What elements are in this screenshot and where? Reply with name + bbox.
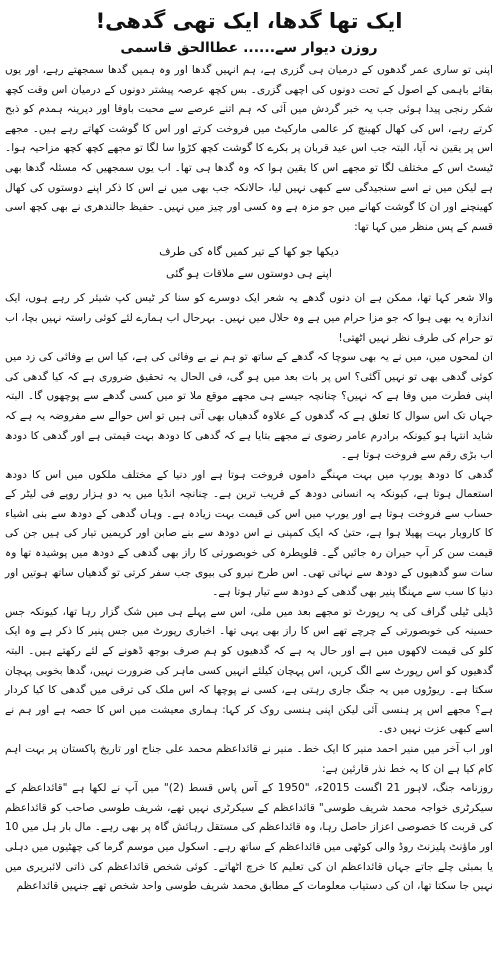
- article-paragraph: ڈیلی ٹیلی گراف کی یہ رپورٹ تو مجھے بعد میں ملی، اس سے پہلے ہی میں شک گزار رہا تھا، کیونکہ جس حسینہ کی خوبصورتی کے چرچے تھے اس کا راز بھی یہی تھا۔ اخباری رپورٹ میں جس پنیر کا ذکر ہے وہ ایک کلو کی قیمت لاکھوں میں ہے اور حال یہ ہے کہ گدھیوں کو ہم صرف بوجھ ڈھونے کے لئے رکھتے ہیں۔ البتہ گدھیوں کو اس رپورٹ سے الگ کریں، اس پہچان کیلئے انہیں کسی ماہر کی ضرورت نہیں، گدھا بخوبی پہچان سکتا ہے۔ ریوڑوں میں یہ جنگ جاری رہتی ہے، کسی نے پوچھا کہ اس ملک کی ترقی میں گدھی کا کیا کردار ہے؟ مجھے اس پر ہنسی آئی لیکن اپنی ہنسی روک کر کہا: ہماری معیشت میں اس کا حصہ ہے اور ہم نے اسے کبھی عزت نہیں دی۔: [5, 605, 493, 736]
- poem-couplet: [5, 241, 493, 285]
- article-paragraph: اپنی تو ساری عمر گدھوں کے درمیان ہی گزری ہے، ہم انہیں گدھا اور وہ ہمیں گدھا سمجھتے رہے، اور یوں بقائے باہمی کے اصول کے تحت دونوں کی اچھی گزری۔ بس کچھ عرصہ پیشتر دونوں کے درمیان اس وقت کچھ شکر رنجی پیدا ہوئی جب یہ خبر گردش میں آئی کہ ہم اتنے عرصے سے محبت باوفا اور دیرینہ ہمدم کو ذبح کرتے رہے، اس کی کھال کھینچ کر عالمی مارکیٹ میں فروخت کرتے اور اس کا گوشت کھاتے رہے ہیں۔ مجھے اس پر یقین نہ آیا، البتہ جب اس عید قربان پر بکرے کا گوشت کچھ کڑوا سا لگا تو مجھے کچھ کچھ مزاحیہ ہوا۔ ٹیسٹ اس کے مختلف لگا تو مجھے اس کا یقین ہوا کہ وہ گدھا ہی تھا۔ اب یوں سمجھیں کہ مسئلہ گدھا بھی ہے لیکن میں نے اسے سنجیدگی سے کبھی نہیں لیا، حالانکہ جب بھی میں نے اس کا ذکر اپنے دوستوں کی کھال کھینچنے اور ان کا گوشت کھانے میں جو مزہ ہے وہ کسی اور چیز میں نہیں۔ حفیظ جالندھری نے بھی کچھ اسی قسم کے پس منظر میں کہا تھا:: [5, 64, 493, 233]
- poem-line: دیکھا جو کھا کے تیر کمیں گاہ کی طرف: [159, 245, 339, 259]
- article-paragraph: گدھی کا دودھ یورپ میں بہت مہنگے داموں فروخت ہوتا ہے اور دنیا کے مختلف ملکوں میں اس کا دودھ استعمال ہوتا ہے، کیونکہ یہ انسانی دودھ کے قریب ترین ہے۔ چنانچہ انڈیا میں یہ دو ہزار روپے فی لیٹر کے حساب سے فروخت ہوتا ہے اور یورپ میں اس کی قیمت بہت زیادہ ہے۔ وہاں گدھی کے دودھ سے بنی اشیاء کا کاروبار بہت پھیلا ہوا ہے، حتیٰ کہ ایک کمپنی نے اس دودھ سے بنے صابن اور کریمیں تیار کی ہیں جن کی قیمت سن کر آپ حیران رہ جائیں گے۔ قلوپطرہ کی خوبصورتی کا راز بھی گدھی کے دودھ میں پوشیدہ تھا وہ سات سو گدھیوں کے دودھ سے نہاتی تھی۔ اس طرح نیرو کی بیوی جب سفر کرتی تو گدھیاں ساتھ ہوتیں اور دنیا کا سب سے مہنگا پنیر بھی گدھی کے دودھ سے تیار ہوتا ہے۔: [5, 468, 493, 599]
- poem-line: اپنے ہی دوستوں سے ملاقات ہو گئی: [166, 267, 332, 281]
- article-paragraph: ان لمحوں میں، میں نے یہ بھی سوچا کہ گدھے کے ساتھ تو ہم نے بے وفائی کی ہے، کیا اس بے وفائی کی زد میں کوئی گدھی بھی تو نہیں آگئی؟ اس پر بات بعد میں ہو گی، فی الحال یہ تحقیق ضروری ہے کہ کیا گدھی کی اپنی فطرت میں وفا ہے کہ نہیں؟ چنانچہ جیسے ہی مجھے موقع ملا تو میں کسی گدھے سے پوچھوں گا۔ البتہ جہاں تک اس سوال کا تعلق ہے کہ گدھوں کے علاوہ گدھیاں بھی آتی ہیں تو اس حوالے سے مفروضہ یہ ہے کہ شاید انتہا ہو کیونکہ برادرم عامر رضوی نے مجھے بتایا ہے کہ گدھی کا دودھ بہت قیمتی ہے اور گدھی کا دودھ اب بڑی رقم سے فروخت ہوتا ہے۔: [5, 351, 493, 462]
- article-title: ایک تھا گدھا، ایک تھی گدھی!: [95, 9, 403, 33]
- letter-paragraph: روزنامہ جنگ، لاہور 21 اگست 2015ء، "1950 کے آس پاس قسط (2)" میں آپ نے لکھا ہے "قائداعظم کے سیکرٹری خواجہ محمد شریف طوسی" قائداعظم کے سیکرٹری نہیں تھے، شریف طوسی صاحب کو قائداعظم کی قربت کا خصوصی اعزاز حاصل رہا، وہ قائداعظم کی مستقل رہائش گاہ پر بھی رہے۔ مال بار ہل میں 10 اور ماؤنٹ پلیزنٹ روڈ والی کوٹھی میں قائداعظم کے ساتھ رہے۔ اسکول میں موسم گرما کی چھٹیوں میں دہلی یا بمبئی چلے جاتے جہاں قائداعظم ان کی تعلیم کا خرچ اٹھاتے۔ کوئی شخص قائداعظم کی ذاتی لائبریری میں نہیں جا سکتا تھا، ان کی دستیاب معلومات کے مطابق محمد شریف طوسی واحد شخص تھے جنہیں قائداعظم: [5, 782, 493, 893]
- letter-intro-paragraph: اور اب آخر میں منیر احمد منیر کا ایک خط۔ منیر نے قائداعظم محمد علی جناح اور تاریخ پاکستان پر بہت اہم کام کیا ہے ان کا یہ خط نذر قارئین ہے:: [5, 743, 493, 775]
- article-byline: روزن دیوار سے...... عطاالحق قاسمی: [120, 40, 378, 56]
- article-paragraph: والا شعر کہا تھا، ممکن ہے ان دنوں گدھے یہ شعر ایک دوسرے کو سنا کر ٹیس کپ شیئر کر رہے ہوں، ایک اندازہ یہ بھی ہوا کہ جو مزا حرام میں ہے وہ حلال میں نہیں۔ بہرحال اب ہمارے لئے کوئی راستہ نہیں بچا، اب تو حرام کی طرف نظر نہیں اٹھتی!: [5, 292, 493, 344]
